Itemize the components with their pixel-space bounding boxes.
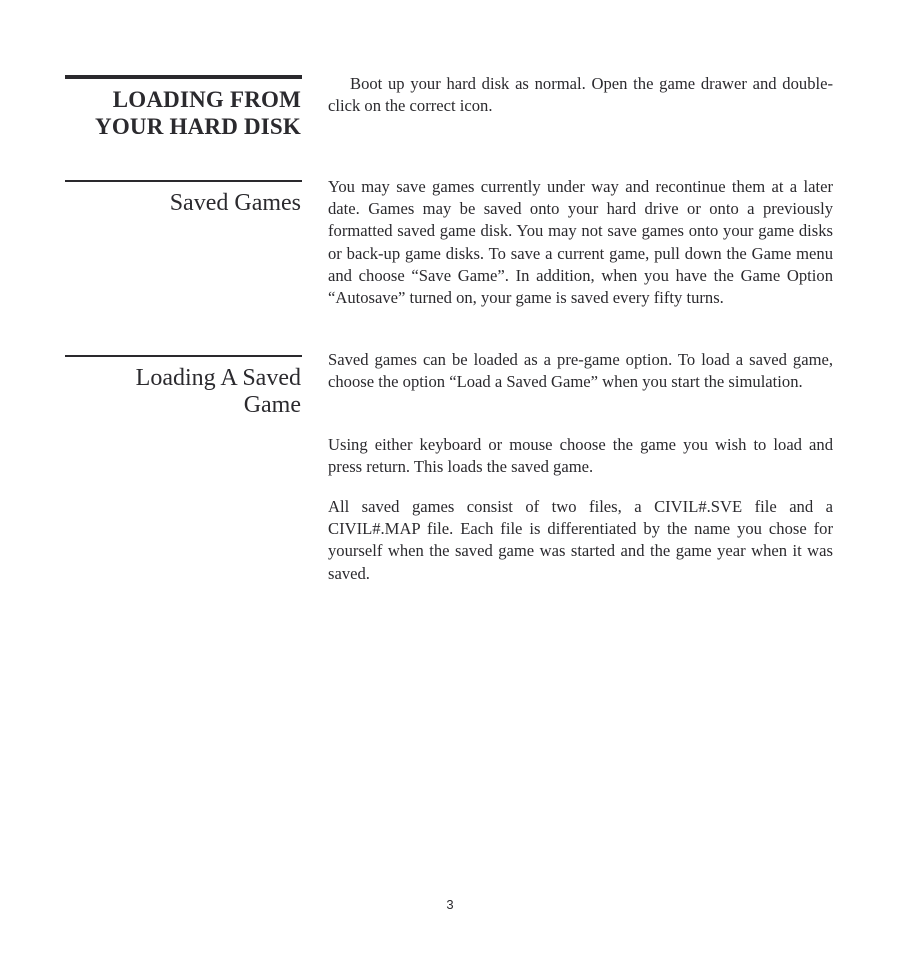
loading-saved-paragraph-2: Using either keyboard or mouse choose the game you wish to load and press return. This loads the saved game.	[328, 435, 833, 477]
heading-saved-games: Saved Games	[169, 190, 301, 216]
heading-line-2: YOUR HARD DISK	[95, 114, 301, 139]
heading-line-1: Loading A Saved	[135, 365, 301, 391]
heading-line-2: Game	[243, 392, 301, 418]
loading-saved-paragraph-1: Saved games can be loaded as a pre-game option. To load a saved game, choose the option “Load a Saved Game” when you start the simulation.	[328, 350, 833, 392]
heading-loading-a-saved-game	[65, 365, 301, 419]
section-divider-hard-disk	[65, 75, 302, 79]
loading-saved-paragraph-3: All saved games consist of two files, a CIVIL#.SVE file and a CIVIL#.MAP file. Each file is differentiated by the name you chose for yourself when the saved game was started and the game year when it was saved.	[328, 497, 833, 583]
heading-line-1: LOADING FROM	[112, 87, 301, 112]
hard-disk-paragraph: Boot up your hard disk as normal. Open the game drawer and double-click on the correct icon.	[328, 74, 833, 116]
page-number: 3	[446, 897, 454, 912]
section-divider-saved-games	[65, 180, 302, 182]
saved-games-paragraph: You may save games currently under way and recontinue them at a later date. Games may be saved onto your hard drive or onto a previously formatted saved game disk. You may not save games onto your game disks or back-up game disks. To save a current game, pull down the Game menu and choose “Save Game”. In addition, when you have the Game Option “Autosave” turned on, your game is saved every fifty turns.	[328, 177, 833, 308]
section-divider-loading-saved-game	[65, 355, 302, 357]
heading-loading-from-hard-disk	[65, 86, 301, 140]
